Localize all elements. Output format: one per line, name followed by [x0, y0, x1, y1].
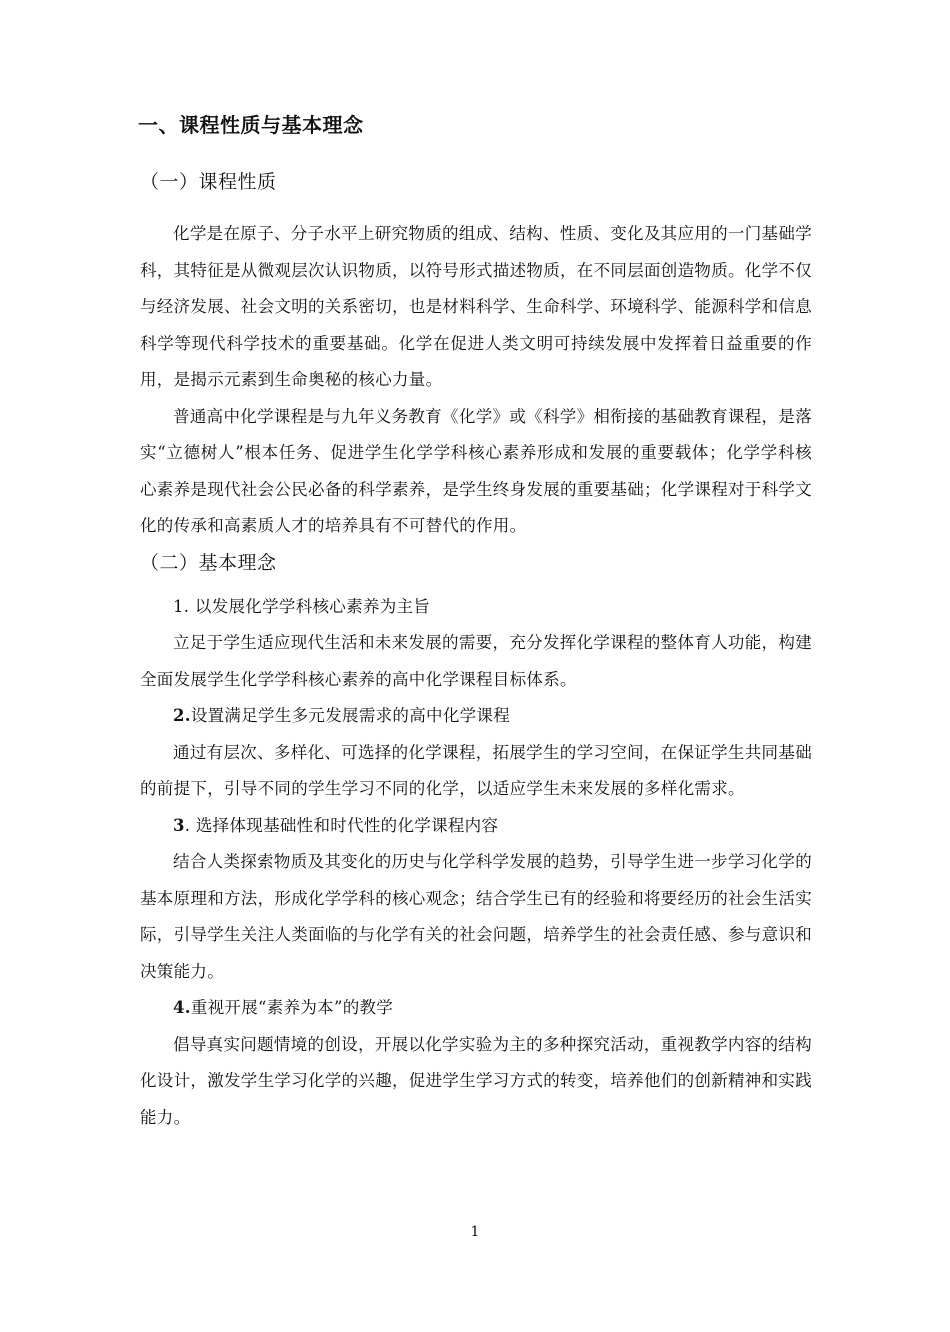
idea-item-number: 2.	[173, 706, 191, 725]
section-title-basic-ideas: （二）基本理念	[140, 551, 277, 574]
idea-item-title-4	[140, 990, 812, 1027]
idea-item-body-4: 倡导真实问题情境的创设，开展以化学实验为主的多种探究活动，重视教学内容的结构化设计，激发学生学习化学的兴趣，促进学生学习方式的转变，培养他们的创新精神和实践能力。	[140, 1034, 812, 1127]
idea-item-title-1	[140, 589, 812, 626]
idea-item-number: 3	[173, 815, 185, 835]
idea-item-number: 1.	[173, 596, 190, 616]
idea-item-title-text: 设置满足学生多元发展需求的高中化学课程	[190, 706, 511, 725]
idea-item-title-2	[140, 698, 812, 735]
chapter-heading: 一、课程性质与基本理念	[138, 113, 364, 137]
page-number: 1	[470, 1224, 480, 1240]
idea-item-number: 4.	[173, 998, 191, 1017]
idea-item-title-text: 以发展化学学科核心素养为主旨	[189, 596, 431, 616]
idea-item-title-3	[140, 808, 812, 845]
idea-item-body-2: 通过有层次、多样化、可选择的化学课程，拓展学生的学习空间，在保证学生共同基础的前提下，引导不同的学生学习不同的化学，以适应学生未来发展的多样化需求。	[140, 742, 812, 798]
paragraph-chemistry-definition: 化学是在原子、分子水平上研究物质的组成、结构、性质、变化及其应用的一门基础学科，其特征是从微观层次认识物质，以符号形式描述物质，在不同层面创造物质。化学不仅与经济发展、社会文明的关系密切，也是材料科学、生命科学、环境科学、能源科学和信息科学等现代科学技术的重要基础。化学在促进人类文明可持续发展中发挥着日益重要的作用，是揭示元素到生命奥秘的核心力量。	[140, 224, 812, 389]
idea-item-title-text: 重视开展“素养为本”的教学	[190, 998, 394, 1017]
page-content	[140, 110, 812, 1136]
idea-item-title-text: . 选择体现基础性和时代性的化学课程内容	[184, 815, 499, 835]
section-title-course-nature: （一）课程性质	[140, 171, 277, 193]
idea-item-body-1: 立足于学生适应现代生活和未来发展的需要，充分发挥化学课程的整体育人功能，构建全面发展学生化学学科核心素养的高中化学课程目标体系。	[140, 633, 812, 689]
paragraph-course-role: 普通高中化学课程是与九年义务教育《化学》或《科学》相衔接的基础教育课程，是落实“立德树人”根本任务、促进学生化学学科核心素养形成和发展的重要载体；化学学科核心素养是现代社会公民必备的科学素养，是学生终身发展的重要基础；化学课程对于科学文化的传承和高素质人才的培养具有不可替代的作用。	[140, 406, 812, 535]
idea-item-body-3: 结合人类探索物质及其变化的历史与化学科学发展的趋势，引导学生进一步学习化学的基本原理和方法，形成化学学科的核心观念；结合学生已有的经验和将要经历的社会生活实际，引导学生关注人类面临的与化学有关的社会问题，培养学生的社会责任感、参与意识和决策能力。	[140, 852, 812, 981]
